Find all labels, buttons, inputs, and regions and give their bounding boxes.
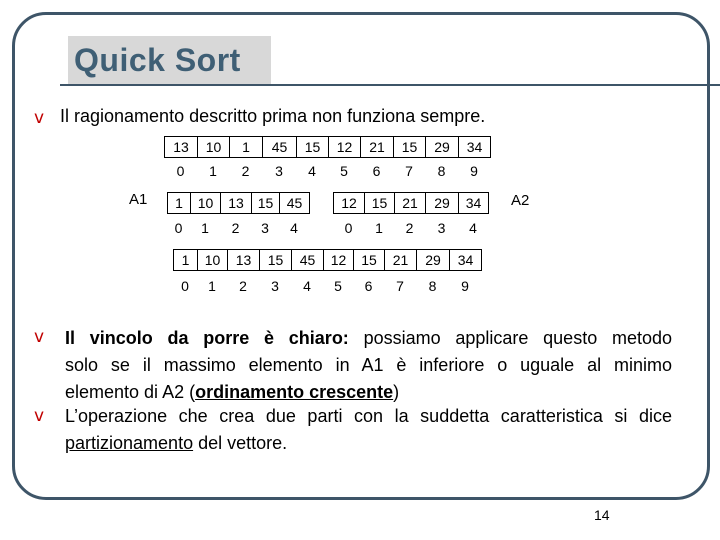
index-label: 5 <box>340 163 348 179</box>
array-cell: 1 <box>229 136 263 158</box>
array-cell: 10 <box>197 136 230 158</box>
array-cell: 15 <box>296 136 329 158</box>
array-cell: 34 <box>458 136 491 158</box>
array-cell: 21 <box>360 136 394 158</box>
array-cell: 13 <box>164 136 198 158</box>
array-cell: 45 <box>262 136 297 158</box>
a1-row <box>167 192 309 216</box>
array-cell: 29 <box>425 192 459 214</box>
a2-row <box>333 192 488 216</box>
index-label: 9 <box>461 278 469 294</box>
point2-line1: L’operazione che crea due parti con la suddetta caratteristica si dice <box>65 406 672 426</box>
index-label: 4 <box>290 220 298 236</box>
point1-line2: solo se il massimo elemento in A1 è inferiore o uguale al minimo <box>65 355 672 375</box>
array-cell: 45 <box>291 249 324 271</box>
array-cell: 1 <box>173 249 198 271</box>
index-label: 2 <box>405 220 414 236</box>
point1-lead: Il vincolo da porre è chiaro: <box>65 328 349 348</box>
array-cell: 15 <box>353 249 385 271</box>
array-cell: 10 <box>190 192 221 214</box>
index-label: 7 <box>396 278 404 294</box>
index-label: 4 <box>469 220 477 236</box>
array-cell: 29 <box>416 249 450 271</box>
label-a2: A2 <box>511 192 530 209</box>
index-label: 6 <box>364 278 373 294</box>
bullet-icon: v <box>34 327 45 347</box>
index-label: 1 <box>209 163 217 179</box>
point1-line1-rest: possiamo applicare questo metodo <box>363 328 672 348</box>
merged-row <box>173 249 481 273</box>
array-cell: 15 <box>364 192 395 214</box>
index-label: 6 <box>372 163 381 179</box>
index-label: 3 <box>275 163 283 179</box>
index-label: 5 <box>334 278 342 294</box>
index-label: 1 <box>201 220 209 236</box>
term-ordinamento-crescente: ordinamento crescente <box>195 382 394 402</box>
array-cell: 45 <box>279 192 310 214</box>
label-a1: A1 <box>129 191 148 208</box>
array-cell: 12 <box>323 249 354 271</box>
index-label: 2 <box>239 278 247 294</box>
point1-paragraph <box>65 325 672 406</box>
array-cell: 34 <box>458 192 489 214</box>
array-cell: 15 <box>259 249 292 271</box>
array-cell: 21 <box>394 192 426 214</box>
array-cell: 1 <box>167 192 191 214</box>
index-label: 8 <box>437 163 446 179</box>
index-label: 9 <box>470 163 478 179</box>
array-cell: 21 <box>384 249 417 271</box>
array-cell: 12 <box>333 192 365 214</box>
slide-title: Quick Sort <box>74 42 241 78</box>
index-label: 4 <box>303 278 311 294</box>
point2-line2-rest: del vettore. <box>193 433 288 453</box>
page-number: 14 <box>594 507 610 523</box>
array-cell: 15 <box>393 136 426 158</box>
index-label: 1 <box>208 278 216 294</box>
point2-paragraph <box>65 403 672 457</box>
index-label: 3 <box>261 220 269 236</box>
intro-text: Il ragionamento descritto prima non funziona sempre. <box>60 106 486 126</box>
index-label: 7 <box>405 163 413 179</box>
term-partizionamento: partizionamento <box>65 433 194 453</box>
index-label: 0 <box>176 163 185 179</box>
array-cell: 15 <box>251 192 280 214</box>
index-label: 1 <box>375 220 383 236</box>
title-underline <box>60 84 720 86</box>
index-label: 0 <box>181 278 189 294</box>
point1-line3-pre: elemento di A2 ( <box>65 382 196 402</box>
array-cell: 34 <box>449 249 482 271</box>
array-cell: 29 <box>425 136 459 158</box>
array-cell: 13 <box>227 249 260 271</box>
index-label: 8 <box>428 278 437 294</box>
array-cell: 12 <box>328 136 361 158</box>
index-label: 2 <box>241 163 250 179</box>
point1-line3-post: ) <box>393 382 400 402</box>
index-label: 3 <box>437 220 446 236</box>
array-cell: 13 <box>220 192 252 214</box>
array-cell: 10 <box>197 249 228 271</box>
index-label: 0 <box>174 220 183 236</box>
index-label: 2 <box>231 220 240 236</box>
array-row <box>164 136 490 160</box>
index-label: 0 <box>344 220 353 236</box>
index-label: 4 <box>308 163 316 179</box>
bullet-icon: v <box>34 406 45 426</box>
index-label: 3 <box>271 278 279 294</box>
bullet-icon: v <box>34 108 45 128</box>
